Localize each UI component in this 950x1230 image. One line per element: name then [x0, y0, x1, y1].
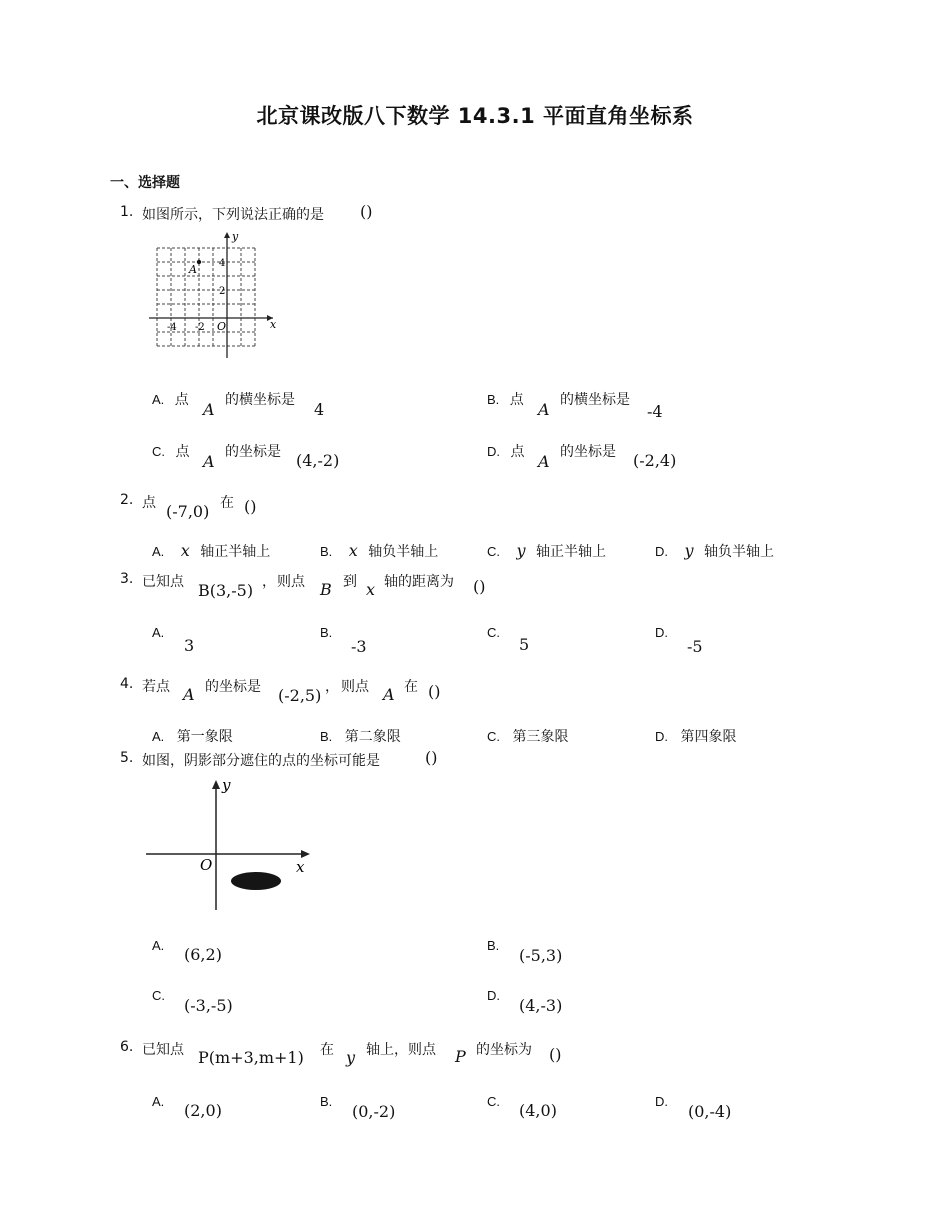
q1-option-c-var: A [203, 452, 215, 471]
question-6-var: P [455, 1047, 466, 1066]
option-label: B. [487, 392, 500, 407]
y-axis-arrow [212, 780, 220, 789]
option-label: A. [152, 938, 165, 953]
question-3-paren: () [473, 577, 486, 596]
option-text: 第一象限 [176, 729, 233, 745]
option-var: y [684, 541, 694, 560]
option-text: 第二象限 [344, 729, 401, 745]
question-2-point: (-7,0) [166, 502, 210, 521]
q1-option-b-text: 的横坐标是 [560, 392, 630, 408]
option-label: B. [320, 729, 333, 744]
q1-option-d-var: A [538, 452, 550, 471]
option-text: 第三象限 [512, 729, 569, 745]
option-var: x [348, 541, 358, 560]
option-label: B. [320, 1094, 333, 1109]
q1-option-b-value: -4 [647, 402, 663, 421]
y-tick-4: 4 [219, 258, 226, 269]
q3-option-a-value: 3 [184, 636, 195, 655]
question-2-text: 在 [220, 495, 234, 511]
y-axis-label: y [222, 776, 231, 794]
q4-option-b[interactable] [320, 726, 401, 746]
question-1-paren: () [360, 202, 373, 221]
question-4-point: (-2,5) [278, 686, 322, 705]
option-text: 第四象限 [680, 729, 737, 745]
q6-option-a-value: (2,0) [184, 1101, 222, 1120]
question-4-var2: A [383, 685, 395, 704]
q2-option-d[interactable] [655, 541, 774, 561]
q6-option-d[interactable] [655, 1094, 668, 1110]
q1-option-c-value: (4,-2) [296, 451, 340, 470]
option-label: D. [655, 625, 668, 640]
q1-option-a-var: A [203, 400, 215, 419]
point-a-label: A [189, 263, 197, 276]
q5-option-c[interactable] [152, 988, 165, 1004]
question-5-number: 5. [120, 750, 134, 766]
q3-option-d[interactable] [655, 625, 668, 641]
question-4-pre: 若点 [142, 679, 170, 695]
q1-option-a-text: 的横坐标是 [225, 392, 295, 408]
q4-option-c[interactable] [487, 726, 568, 746]
q2-option-c[interactable] [487, 541, 606, 561]
option-text: 点 [510, 444, 525, 460]
option-label: D. [655, 729, 668, 744]
q6-option-c-value: (4,0) [519, 1101, 557, 1120]
q1-option-b[interactable] [487, 389, 524, 409]
option-text: 轴正半轴上 [535, 544, 606, 560]
option-label: C. [487, 625, 500, 640]
question-6-number: 6. [120, 1039, 134, 1055]
q5-option-b-value: (-5,3) [519, 946, 563, 965]
origin-label: O [217, 320, 227, 333]
question-6-text2: 轴上，则点 [366, 1042, 436, 1058]
question-1-number: 1. [120, 204, 134, 220]
option-label: D. [655, 1094, 668, 1109]
q6-option-c[interactable] [487, 1094, 500, 1110]
q5-option-a-value: (6,2) [184, 945, 222, 964]
q5-option-d-value: (4,-3) [519, 996, 563, 1015]
q5-option-a[interactable] [152, 938, 164, 954]
q3-option-d-value: -5 [687, 637, 703, 656]
q1-option-d-value: (-2,4) [633, 451, 677, 470]
q1-option-a-value: 4 [314, 400, 325, 419]
page-title: 北京课改版八下数学 14.3.1 平面直角坐标系 [256, 104, 694, 128]
shaded-region [231, 872, 281, 890]
question-3-var: B [320, 580, 332, 599]
option-label: D. [487, 444, 500, 459]
question-4-var: A [183, 685, 195, 704]
q4-option-a[interactable] [152, 726, 233, 746]
origin-label: O [200, 856, 213, 874]
q3-option-c-value: 5 [519, 635, 530, 654]
q2-option-a[interactable] [152, 541, 270, 561]
question-6-pre: 已知点 [142, 1042, 184, 1058]
q3-option-b-value: -3 [351, 637, 367, 656]
question-3-text3: 轴的距离为 [384, 574, 454, 590]
q1-option-c-text: 的坐标是 [225, 444, 281, 460]
question-5-figure [140, 774, 320, 914]
question-3-point: B(3,-5) [198, 581, 254, 600]
section-heading: 一、选择题 [110, 175, 180, 191]
option-label: A. [152, 544, 165, 559]
question-4-text3: 在 [404, 679, 418, 695]
question-6-axis: y [346, 1048, 356, 1067]
option-text: 轴正半轴上 [200, 544, 271, 560]
option-label: C. [152, 444, 165, 459]
q6-option-b-value: (0,-2) [352, 1102, 396, 1121]
q3-option-a[interactable] [152, 625, 164, 641]
q1-option-a[interactable] [152, 389, 189, 409]
option-label: A. [152, 392, 165, 407]
question-4-comma: ， [325, 679, 339, 695]
q3-option-b[interactable] [320, 625, 332, 641]
q5-option-b[interactable] [487, 938, 499, 954]
question-3-text1: 则点 [277, 574, 305, 590]
q2-option-b[interactable] [320, 541, 438, 561]
q6-option-d-value: (0,-4) [688, 1102, 732, 1121]
question-6-text3: 的坐标为 [476, 1042, 532, 1058]
option-label: B. [320, 625, 333, 640]
q4-option-d[interactable] [655, 726, 736, 746]
option-label: B. [487, 938, 500, 953]
y-axis-label: y [232, 230, 239, 243]
question-2-number: 2. [120, 492, 134, 508]
option-text: 轴负半轴上 [703, 544, 774, 560]
option-label: A. [152, 729, 165, 744]
question-3-comma: ， [262, 574, 276, 590]
y-axis-arrow [224, 232, 230, 238]
q5-option-d[interactable] [487, 988, 500, 1004]
q1-option-c[interactable] [152, 441, 189, 461]
option-label: A. [152, 1094, 165, 1109]
question-6-paren: () [549, 1045, 562, 1064]
x-axis-arrow [301, 850, 310, 858]
q1-option-b-var: A [538, 400, 550, 419]
question-3-axis: x [366, 580, 376, 599]
question-1-grid-figure [145, 228, 285, 362]
q6-option-a[interactable] [152, 1094, 164, 1110]
option-label: C. [487, 729, 500, 744]
question-4-text2: 则点 [341, 679, 369, 695]
option-label: C. [487, 544, 500, 559]
question-5-text: 如图，阴影部分遮住的点的坐标可能是 [142, 753, 380, 769]
option-text: 轴负半轴上 [368, 544, 439, 560]
question-3-pre: 已知点 [142, 574, 184, 590]
option-label: D. [655, 544, 668, 559]
option-label: D. [487, 988, 500, 1003]
option-text: 点 [175, 444, 190, 460]
question-4-text1: 的坐标是 [205, 679, 261, 695]
question-2-pre: 点 [142, 495, 156, 511]
option-label: A. [152, 625, 165, 640]
question-2-paren: () [244, 497, 257, 516]
point-a-marker [197, 260, 201, 264]
question-4-paren: () [428, 682, 441, 701]
option-var: y [516, 541, 526, 560]
question-6-point: P(m+3,m+1) [198, 1048, 304, 1067]
option-label: B. [320, 544, 333, 559]
question-6-text1: 在 [320, 1042, 334, 1058]
option-var: x [180, 541, 190, 560]
q6-option-b[interactable] [320, 1094, 332, 1110]
q3-option-c[interactable] [487, 625, 500, 641]
q5-option-c-value: (-3,-5) [184, 996, 233, 1015]
question-3-number: 3. [120, 571, 134, 587]
q1-option-d-text: 的坐标是 [560, 444, 616, 460]
x-tick-neg2: -2 [195, 322, 205, 333]
x-axis-label: x [270, 318, 277, 331]
option-text: 点 [174, 392, 189, 408]
question-5-paren: () [425, 748, 438, 767]
x-tick-neg4: -4 [167, 322, 177, 333]
option-text: 点 [509, 392, 524, 408]
q1-option-d[interactable] [487, 441, 524, 461]
question-3-text2: 到 [343, 574, 357, 590]
option-label: C. [487, 1094, 500, 1109]
question-4-number: 4. [120, 676, 134, 692]
question-1-text: 如图所示，下列说法正确的是 [142, 207, 324, 223]
option-label: C. [152, 988, 165, 1003]
x-axis-label: x [296, 858, 305, 876]
y-tick-2: 2 [219, 286, 226, 297]
